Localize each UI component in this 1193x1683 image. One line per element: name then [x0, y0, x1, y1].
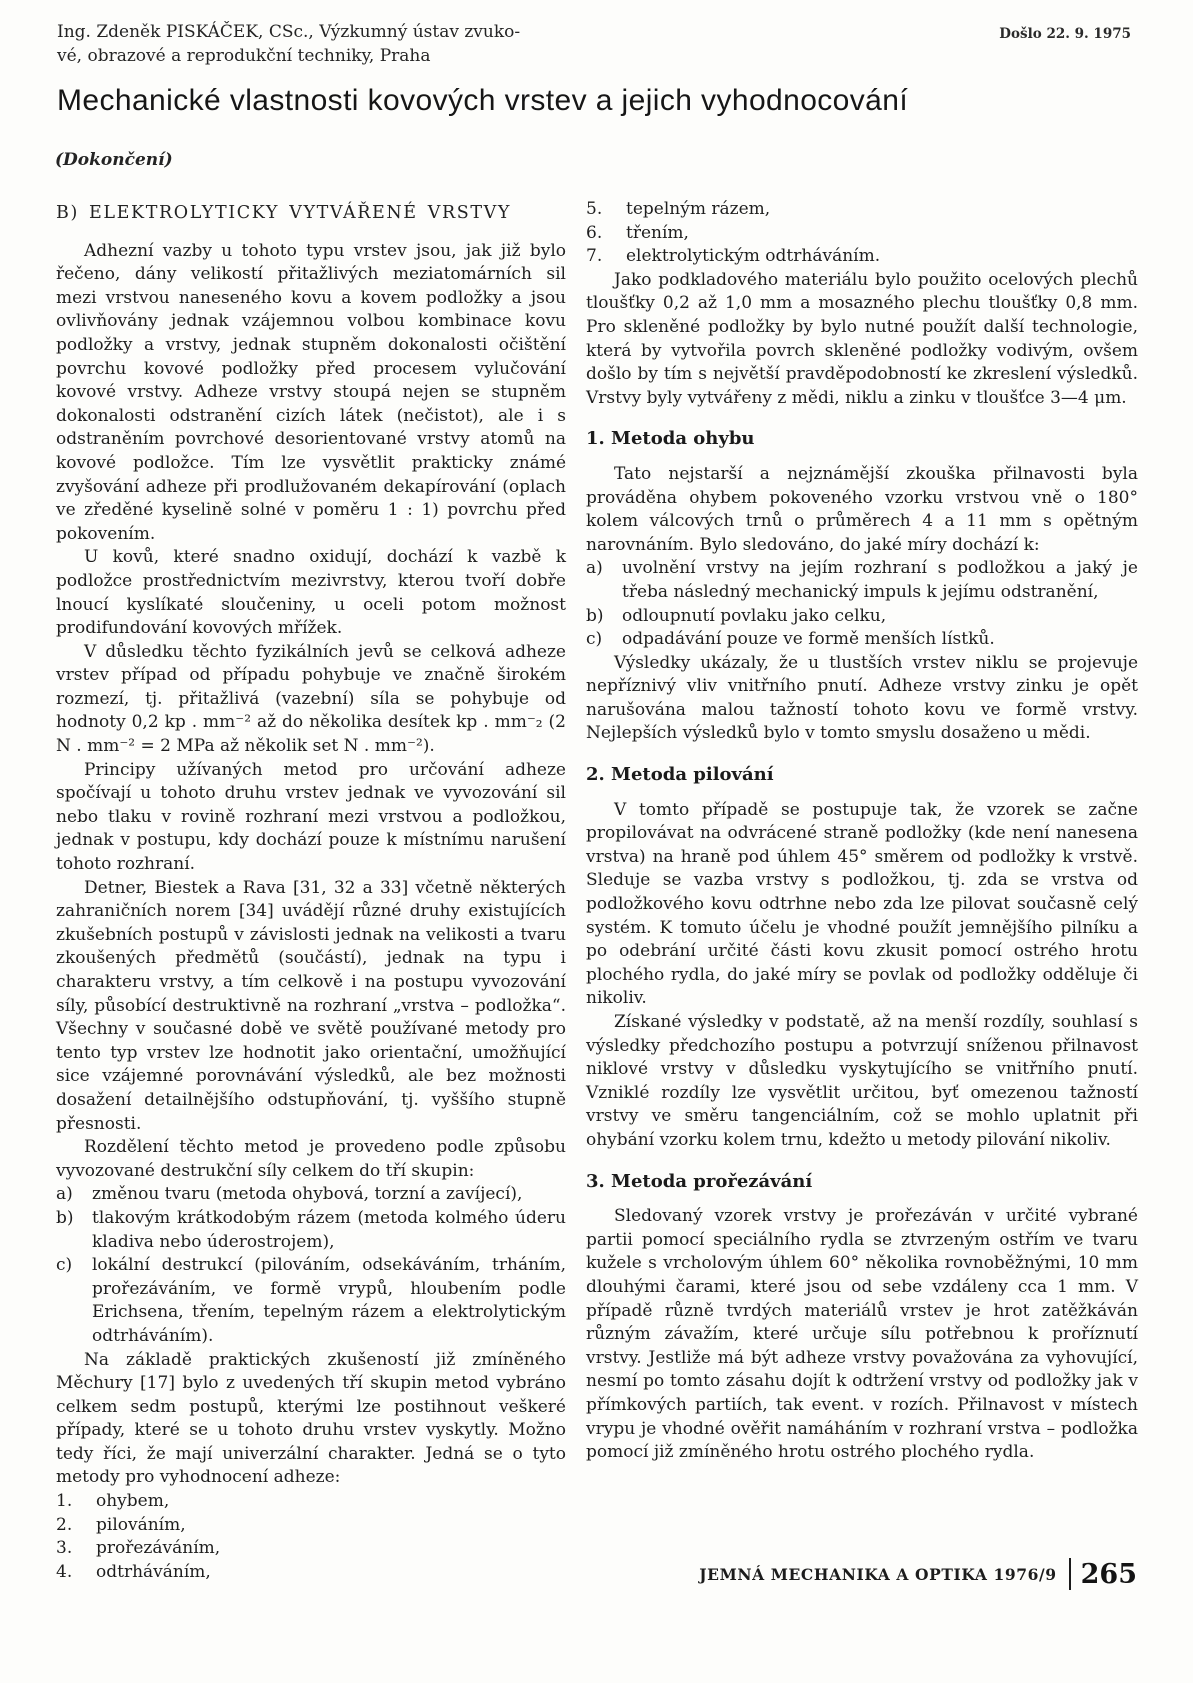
list-item-label: 2. [56, 1514, 73, 1535]
list-item-text: prořezáváním, [96, 1538, 221, 1559]
list-item-label: 4. [56, 1561, 73, 1582]
paragraph: V důsledku těchto fyzikálních jevů se celková adheze vrstev případ od případu pohybuje ve značně širokém rozmezí, tj. přitažlivá (vazební) síla se pohybuje od hodnoty 0,2 kp . mm⁻² až do několika desítek kp . mm⁻₂ (2 N . mm⁻² = 2 MPa až několik set N . mm⁻²). [56, 641, 566, 757]
paragraph: U kovů, které snadno oxidují, dochází k vazbě k podložce prostřednictvím mezivrstvy, kterou tvoří dobře lnoucí kyslíkaté sloučeniny, u oceli potom možnost prodifundování kovových mřížek. [56, 547, 566, 639]
list-item-text: třením, [626, 222, 689, 243]
list-item-text: tlakovým krátkodobým rázem (metoda kolmého úderu kladiva nebo úderostrojem), [92, 1207, 566, 1252]
list-item-observation-c [586, 628, 1138, 652]
footer-journal-name: JEMNÁ MECHANIKA A OPTIKA 1976/9 [699, 1564, 1057, 1584]
paragraph: Na základě praktických zkušeností již zmíněného Měchury [17] bylo z uvedených tří skupin metod vybráno celkem sedm postupů, kterými lze postihnout veškeré případy, které se u tohoto druhu vrstev vyskytly. Možno tedy říci, že mají univerzální charakter. Jedná se o tyto metody pro vyhodnocení adheze: [56, 1349, 566, 1488]
list-item-text: odpadávání pouze ve formě menších lístků. [622, 629, 995, 650]
method-2-heading: 2. Metoda pilování [586, 764, 774, 786]
list-item-text: změnou tvaru (metoda ohybová, torzní a zavíjecí), [92, 1184, 523, 1205]
method-3-heading: 3. Metoda prořezávání [586, 1170, 813, 1192]
list-item-label: b) [586, 605, 604, 626]
right-column [586, 198, 1138, 1584]
list-item-text: odloupnutí povlaku jako celku, [622, 605, 887, 626]
article-body [56, 198, 1138, 1584]
list-item-text: odtrháváním, [96, 1561, 211, 1582]
paragraph: Jako podkladového materiálu bylo použito ocelových plechů tloušťky 0,2 až 1,0 mm a mosazného plechu tloušťky 0,8 mm. Pro skleněné podložky by bylo nutné použít další technologie, která by vytvořila povrch skleněné podložky vodivým, ovšem došlo by tím s největší pravděpodobností ke zkreslení výsledků. Vrstvy byly vytvářeny z mědi, niklu a zinku v tloušťce 3—4 μm. [586, 269, 1138, 408]
paragraph: V tomto případě se postupuje tak, že vzorek se začne propilovávat na odvrácené straně podložky (kde není nanesena vrstva) na hraně pod úhlem 45° směrem od podložky k vrstvě. Sleduje se vazba vrstvy s podložkou, tj. zda se vrstva od podložkového kovu odtrhne nebo zda lze pilovat současně celý systém. K tomuto účelu je vhodné použít jemnějšího pilníku a po odebrání určité části kovu zkusit pomocí ostrého hrotu plochého rydla, do jaké míry se povlak od podložky odděluje či nikoliv. [586, 799, 1138, 1009]
list-item-observation-b [586, 605, 1138, 629]
footer-page-number: 265 [1080, 1558, 1137, 1590]
section-b-heading: B) ELEKTROLYTICKY VYTVÁŘENÉ VRSTVY [56, 203, 512, 223]
list-item-text: ohybem, [96, 1491, 170, 1512]
method-1-heading: 1. Metoda ohybu [586, 428, 755, 450]
list-item-group-c [56, 1254, 566, 1348]
footer-divider [1069, 1558, 1071, 1590]
received-date: Došlo 22. 9. 1975 [999, 26, 1131, 42]
list-item-method-7 [586, 245, 1138, 269]
paragraph: Principy užívaných metod pro určování adheze spočívají u tohoto druhu vrstev jednak ve vyvozování sil nebo tlaku v rovině rozhraní mezi vrstvou a podložkou, jednak v postupu, kdy dochází pouze k místnímu narušení tohoto rozhraní. [56, 759, 566, 875]
list-item-label: c) [56, 1255, 73, 1276]
list-item-text: lokální destrukcí (pilováním, odsekáváním, trháním, prořezáváním, ve formě vrypů, hloubením podle Erichsena, třením, tepelným rázem a elektrolytickým odtrháváním). [92, 1255, 566, 1346]
list-item-text: uvolnění vrstvy na jejím rozhraní s podložkou a jaký je třeba následný mechanický impuls k jejímu odstranění, [622, 558, 1138, 602]
paragraph: Výsledky ukázaly, že u tlustších vrstev niklu se projevuje nepříznivý vliv vnitřního pnutí. Adheze vrstvy zinku je opět narušována malou tažností tohoto kovu ve formě vrstvy. Nejlepších výsledků bylo v tomto smyslu dosaženo u mědi. [586, 652, 1138, 744]
list-item-label: 5. [586, 199, 603, 219]
list-item-text: elektrolytickým odtrháváním. [626, 246, 881, 267]
list-item-label: 3. [56, 1538, 73, 1559]
list-item-group-a [56, 1183, 566, 1207]
list-item-label: a) [586, 558, 603, 579]
page-footer [699, 1558, 1137, 1590]
paragraph: Sledovaný vzorek vrstvy je prořezáván v určité vybrané partii pomocí speciálního rydla se ztvrzeným ostřím ve tvaru kužele s vrcholovým úhlem 60° několika rovnoběžnými, 10 mm dlouhými čarami, které jsou od sebe vzdáleny cca 1 mm. V případě různě tvrdých materiálů vrstev je hrot zatěžkáván různým závažím, které určuje sílu potřebnou k proříznutí vrstvy. Jestliže má být adheze vrstvy považována za vyhovující, nesmí po tomto zásahu dojít k odtržení vrstvy od podložky jak v přímkových partiích, tak event. v rozích. Přilnavost v místech vrypu je vhodné ověřit namáháním v rozhraní vrstva – podložka pomocí již zmíněného hrotu ostrého plochého rydla. [586, 1206, 1138, 1463]
list-item-text: tepelným rázem, [626, 199, 771, 219]
paragraph: Adhezní vazby u tohoto typu vrstev jsou, jak již bylo řečeno, dány velikostí přitažlivých meziatomárních sil mezi vrstvou naneseného kovu a kovem podložky a jsou ovlivňovány jednak vzájemnou volbou kombinace kovu podložky a vrstvy, jednak stupněm dokonalosti očištění povrchu kovové podložky před procesem vylučování kovové vrstvy. Adheze vrstvy stoupá nejen se stupněm dokonalosti odstranění cizích látek (nečistot), ale i s odstraněním povrchové desorientované vrstvy atomů na kovové podložce. Tím lze vysvětlit prakticky známé zvyšování adheze při prodlužovaném dekapírování (oplach ve zředěné kyselině solné v poměru 1 : 1) povrchu před pokovením. [56, 240, 566, 544]
paragraph: Tato nejstarší a nejznámější zkouška přilnavosti byla prováděna ohybem pokoveného vzorku vrstvou vně o 180° kolem válcových trnů o průměrech 4 a 11 mm s opětným narovnáním. Bylo sledováno, do jaké míry dochází k: [586, 463, 1138, 555]
list-item-method-2 [56, 1514, 566, 1538]
list-item-label: b) [56, 1207, 74, 1228]
continuation-note: (Dokončení) [55, 150, 173, 170]
list-item-label: a) [56, 1184, 73, 1205]
author-affiliation [57, 20, 527, 68]
list-item-group-b [56, 1207, 566, 1254]
list-item-method-1 [56, 1490, 566, 1514]
list-item-label: 6. [586, 222, 603, 243]
list-item-label: c) [586, 629, 603, 650]
paragraph: Rozdělení těchto metod je provedeno podle způsobu vyvozované destrukční síly celkem do tří skupin: [56, 1137, 566, 1181]
list-item-observation-a [586, 557, 1138, 604]
left-column [56, 198, 566, 1584]
list-item-text: pilováním, [96, 1514, 186, 1535]
list-item-method-5 [586, 198, 1138, 222]
list-item-method-3 [56, 1537, 566, 1561]
list-item-method-4 [56, 1561, 566, 1585]
list-item-label: 7. [586, 246, 603, 267]
list-item-label: 1. [56, 1491, 73, 1512]
paragraph: Získané výsledky v podstatě, až na menší rozdíly, souhlasí s výsledky předchozího postupu a potvrzují sníženou přilnavost niklové vrstvy v důsledku vyskytujícího se vnitřního pnutí. Vzniklé rozdíly lze vysvětlit určitou, byť omezenou tažností vrstvy ve směru tangenciálním, což se mohlo uplatnit při ohybání vzorku kolem trnu, kdežto u metody pilování nikoliv. [586, 1012, 1138, 1150]
paragraph: Detner, Biestek a Rava [31, 32 a 33] včetně některých zahraničních norem [34] uvádějí různé druhy existujících zkušebních postupů v závislosti jednak na velikosti a tvaru zkoušených předmětů (součástí), jednak na typu i charakteru vrstvy, a tím celkově i na postupu vyvozování síly, působící destruktivně na rozhraní „vrstva – podložka“. Všechny v současné době ve světě používané metody pro tento typ vrstev lze hodnotit jako orientační, umožňující sice vzájemné porovnávání výsledků, ale bez možnosti dosažení detailnějšího odstupňování, tj. vyššího stupně přesnosti. [56, 877, 566, 1134]
list-item-method-6 [586, 222, 1138, 246]
author-affiliation-line2: vé, obrazové a reprodukční techniky, Praha [57, 46, 431, 66]
article-title: Mechanické vlastnosti kovových vrstev a jejich vyhodnocování [57, 84, 909, 117]
author-affiliation-line1: Ing. Zdeněk PISKÁČEK, CSc., Výzkumný ústav zvuko- [57, 22, 521, 42]
